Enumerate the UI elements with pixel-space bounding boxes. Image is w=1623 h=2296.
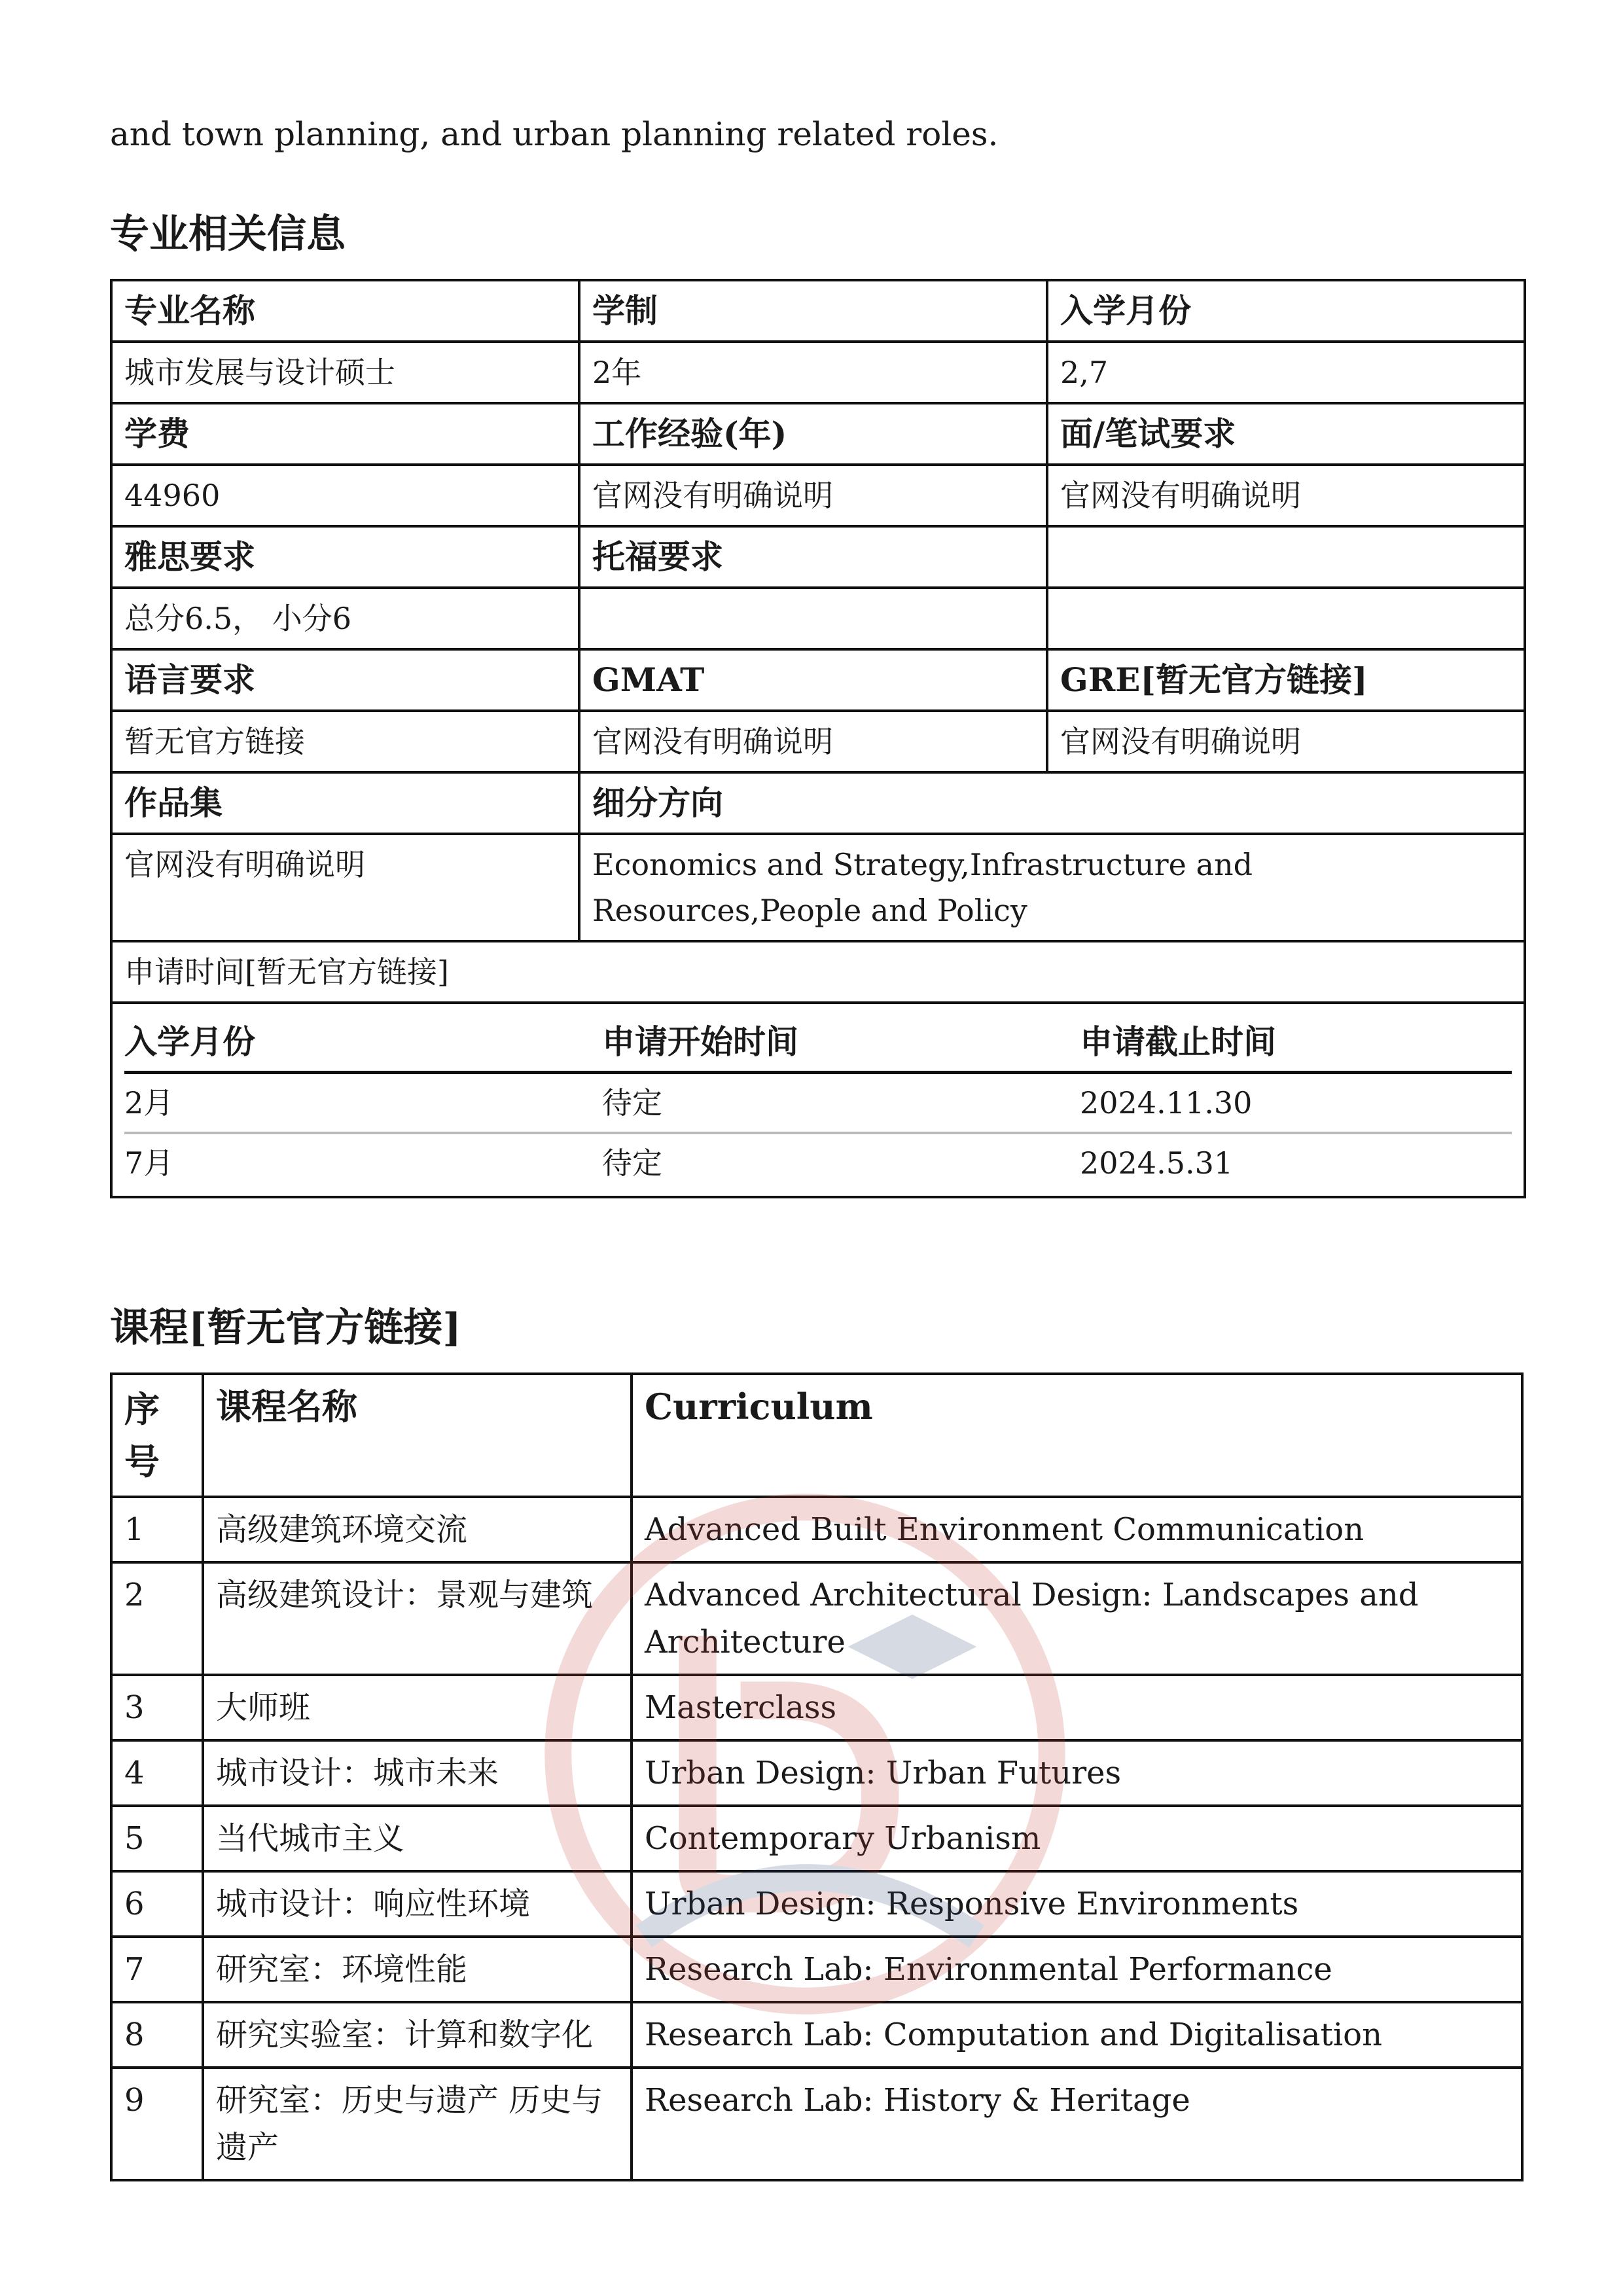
application-schedule-row: [111, 1003, 1525, 1197]
course-name-en: Urban Design: Urban Futures: [632, 1740, 1522, 1806]
interview-requirement-label: 面/笔试要求: [1047, 403, 1525, 465]
course-name-cn: 城市设计：响应性环境: [203, 1871, 632, 1937]
courses-header-row: [111, 1374, 1522, 1497]
intake-month-label: 入学月份: [1047, 280, 1525, 342]
courses-table: [110, 1372, 1524, 2181]
course-index: 7: [111, 1937, 203, 2002]
program-name-value: 城市发展与设计硕士: [111, 342, 579, 403]
portfolio-value: 官网没有明确说明: [111, 834, 579, 941]
course-row: [111, 1562, 1522, 1675]
course-name-en: Research Lab: Computation and Digitalisation: [632, 2002, 1522, 2068]
course-name-en: Research Lab: History & Heritage: [632, 2068, 1522, 2180]
course-name-en: Masterclass: [632, 1675, 1522, 1740]
program-info-value-row: [111, 588, 1525, 649]
language-requirement-label: 语言要求: [111, 649, 579, 711]
schedule-intake: 7月: [124, 1145, 174, 1181]
language-requirement-value: 暂无官方链接: [111, 711, 579, 772]
course-row: [111, 1497, 1522, 1562]
course-name-header: 课程名称: [203, 1374, 632, 1497]
course-name-cn: 当代城市主义: [203, 1806, 632, 1871]
program-info-title: 专业相关信息: [110, 211, 346, 257]
schedule-row: [124, 1073, 1512, 1134]
tuition-label: 学费: [111, 403, 579, 465]
course-name-cn: 研究室：环境性能: [203, 1937, 632, 2002]
toefl-value: [579, 588, 1047, 649]
course-name-cn: 高级建筑设计：景观与建筑: [203, 1562, 632, 1675]
gmat-label: GMAT: [579, 649, 1047, 711]
schedule-header-intake: 入学月份: [124, 1013, 602, 1073]
course-name-cn: 城市设计：城市未来: [203, 1740, 632, 1806]
program-info-value-row: [111, 711, 1525, 772]
course-row: [111, 1937, 1522, 2002]
direction-label: 细分方向: [579, 772, 1525, 834]
schedule-deadline: 2024.11.30: [1080, 1073, 1512, 1134]
toefl-label: 托福要求: [579, 526, 1047, 588]
course-name-cn: 研究室：历史与遗产 历史与遗产: [203, 2068, 632, 2180]
schedule-header-deadline: 申请截止时间: [1080, 1013, 1512, 1073]
ielts-label: 雅思要求: [111, 526, 579, 588]
work-experience-label: 工作经验(年): [579, 403, 1047, 465]
program-info-label-row: [111, 403, 1525, 465]
course-index: 9: [111, 2068, 203, 2180]
program-info-label-row: [111, 280, 1525, 342]
ielts-value: 总分6.5， 小分6: [111, 588, 579, 649]
course-index: 4: [111, 1740, 203, 1806]
program-info-label-row: [111, 772, 1525, 834]
empty-label: [1047, 526, 1525, 588]
program-info-label-row: [111, 649, 1525, 711]
course-index-header: [111, 1374, 203, 1497]
gre-value: 官网没有明确说明: [1047, 711, 1525, 772]
interview-requirement-value: 官网没有明确说明: [1047, 465, 1525, 526]
schedule-deadline: 2024.5.31: [1080, 1145, 1234, 1181]
duration-label: 学制: [579, 280, 1047, 342]
course-name-cn: 研究实验室：计算和数字化: [203, 2002, 632, 2068]
direction-value: Economics and Strategy,Infrastructure and Resources,People and Policy: [579, 834, 1525, 941]
program-info-value-row: [111, 834, 1525, 941]
program-info-label-row: [111, 526, 1525, 588]
portfolio-label: 作品集: [111, 772, 579, 834]
course-row: [111, 2002, 1522, 2068]
course-index-header-text: 序号: [124, 1388, 160, 1482]
schedule-header-row: [124, 1013, 1512, 1073]
curriculum-header: Curriculum: [632, 1374, 1522, 1497]
course-name-en: Urban Design: Responsive Environments: [632, 1871, 1522, 1937]
course-name-cn: 大师班: [203, 1675, 632, 1740]
application-schedule-cell: [111, 1003, 1525, 1197]
program-name-label: 专业名称: [111, 280, 579, 342]
schedule-header-start: 申请开始时间: [602, 1013, 1080, 1073]
course-row: [111, 1871, 1522, 1937]
tuition-value: 44960: [111, 465, 579, 526]
work-experience-value: 官网没有明确说明: [579, 465, 1047, 526]
course-row: [111, 1806, 1522, 1871]
course-index: 5: [111, 1806, 203, 1871]
course-row: [111, 2068, 1522, 2180]
intro-paragraph: and town planning, and urban planning related roles.: [110, 115, 999, 153]
document-page: [110, 105, 1524, 2181]
course-index: 2: [111, 1562, 203, 1675]
application-time-row: [111, 941, 1525, 1003]
course-name-en: Advanced Built Environment Communication: [632, 1497, 1522, 1562]
empty-value: [1047, 588, 1525, 649]
program-info-table: [110, 279, 1526, 1198]
course-row: [111, 1740, 1522, 1806]
schedule-start: 待定: [602, 1073, 1080, 1134]
course-index: 1: [111, 1497, 203, 1562]
course-index: 3: [111, 1675, 203, 1740]
courses-title: 课程[暂无官方链接]: [110, 1305, 461, 1351]
course-index: 6: [111, 1871, 203, 1937]
application-schedule-table: [124, 1013, 1512, 1192]
schedule-row: [124, 1133, 1512, 1192]
course-row: [111, 1675, 1522, 1740]
duration-value: 2年: [579, 342, 1047, 403]
program-info-value-row: [111, 465, 1525, 526]
course-index: 8: [111, 2002, 203, 2068]
intake-month-value: 2,7: [1047, 342, 1525, 403]
gmat-value: 官网没有明确说明: [579, 711, 1047, 772]
course-name-en: Research Lab: Environmental Performance: [632, 1937, 1522, 2002]
course-name-en: Advanced Architectural Design: Landscapes and Architecture: [632, 1562, 1522, 1675]
application-time-label: 申请时间[暂无官方链接]: [111, 941, 1525, 1003]
course-name-en: Contemporary Urbanism: [632, 1806, 1522, 1871]
course-name-cn: 高级建筑环境交流: [203, 1497, 632, 1562]
schedule-start: 待定: [602, 1145, 662, 1181]
program-info-value-row: [111, 342, 1525, 403]
schedule-intake: 2月: [124, 1073, 602, 1134]
gre-label: GRE[暂无官方链接]: [1047, 649, 1525, 711]
